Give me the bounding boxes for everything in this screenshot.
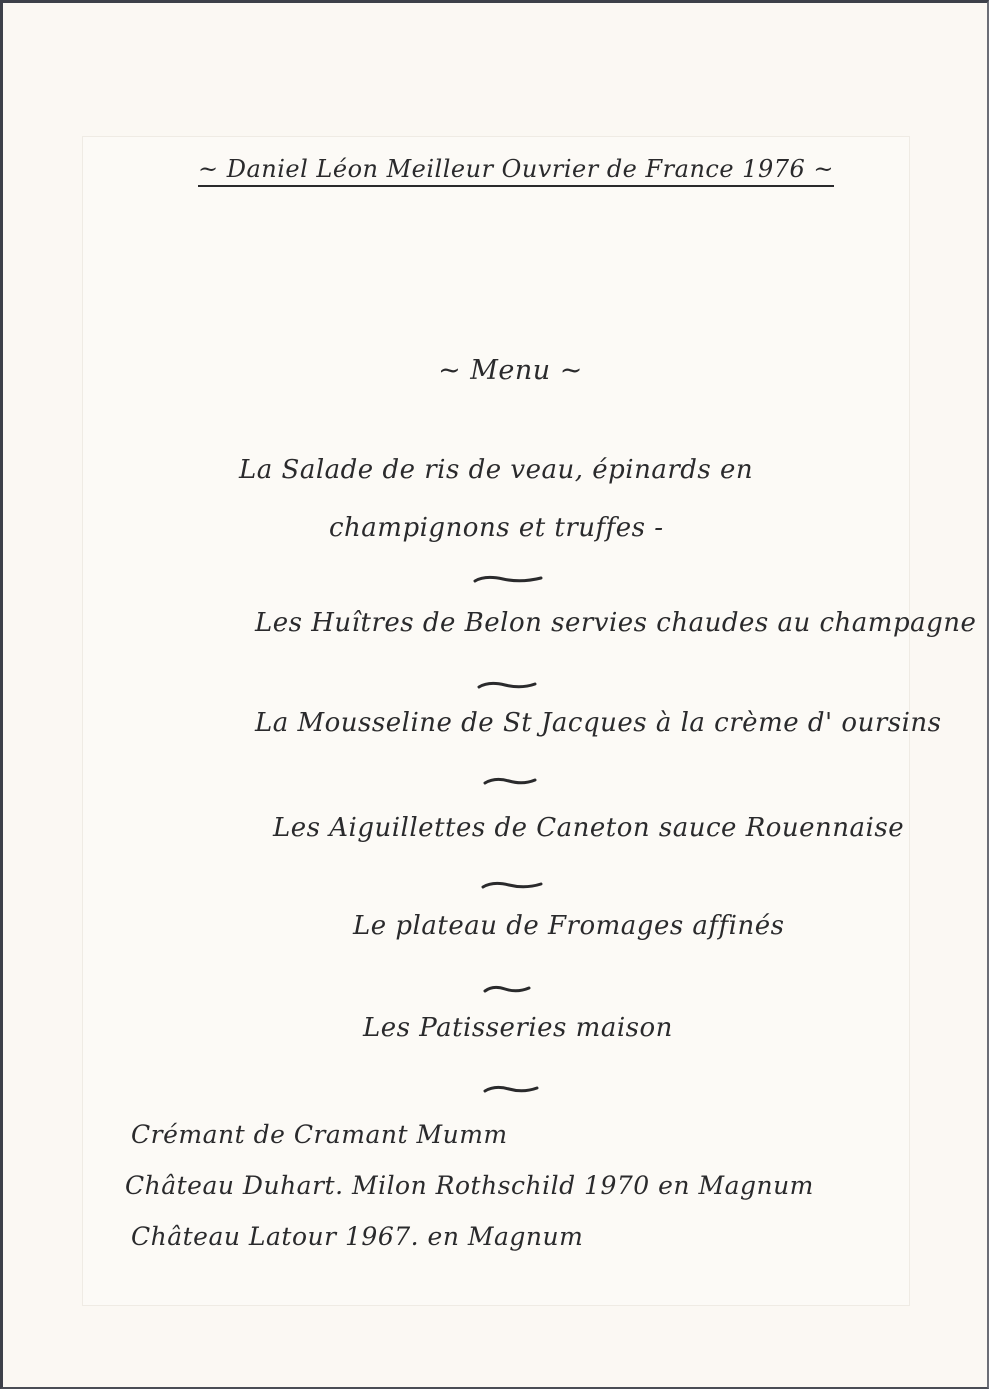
course-5: Le plateau de Fromages affinés: [353, 911, 785, 941]
menu-heading: ~ Menu ~: [438, 355, 583, 386]
separator-swash: [483, 775, 543, 787]
wine-2: Château Duhart. Milon Rothschild 1970 en Magnum: [125, 1171, 814, 1200]
course-1-line-2: champignons et truffes -: [329, 513, 664, 543]
separator-swash: [481, 879, 541, 891]
title-text: ~ Daniel Léon Meilleur Ouvrier de France 1976 ~: [198, 155, 834, 187]
course-4: Les Aiguillettes de Caneton sauce Rouennaise: [273, 813, 905, 843]
course-1-line-1: La Salade de ris de veau, épinards en: [239, 455, 754, 485]
wine-1: Crémant de Cramant Mumm: [131, 1120, 508, 1149]
wine-3: Château Latour 1967. en Magnum: [131, 1222, 584, 1251]
separator-swash: [477, 679, 537, 691]
page-title: [179, 155, 853, 183]
separator-swash: [483, 983, 543, 995]
course-3: La Mousseline de St Jacques à la crème d' oursins: [255, 708, 942, 738]
course-2: Les Huîtres de Belon servies chaudes au champagne: [255, 608, 977, 638]
separator-swash: [483, 1083, 543, 1095]
course-6: Les Patisseries maison: [363, 1013, 673, 1043]
separator-swash: [473, 573, 533, 585]
